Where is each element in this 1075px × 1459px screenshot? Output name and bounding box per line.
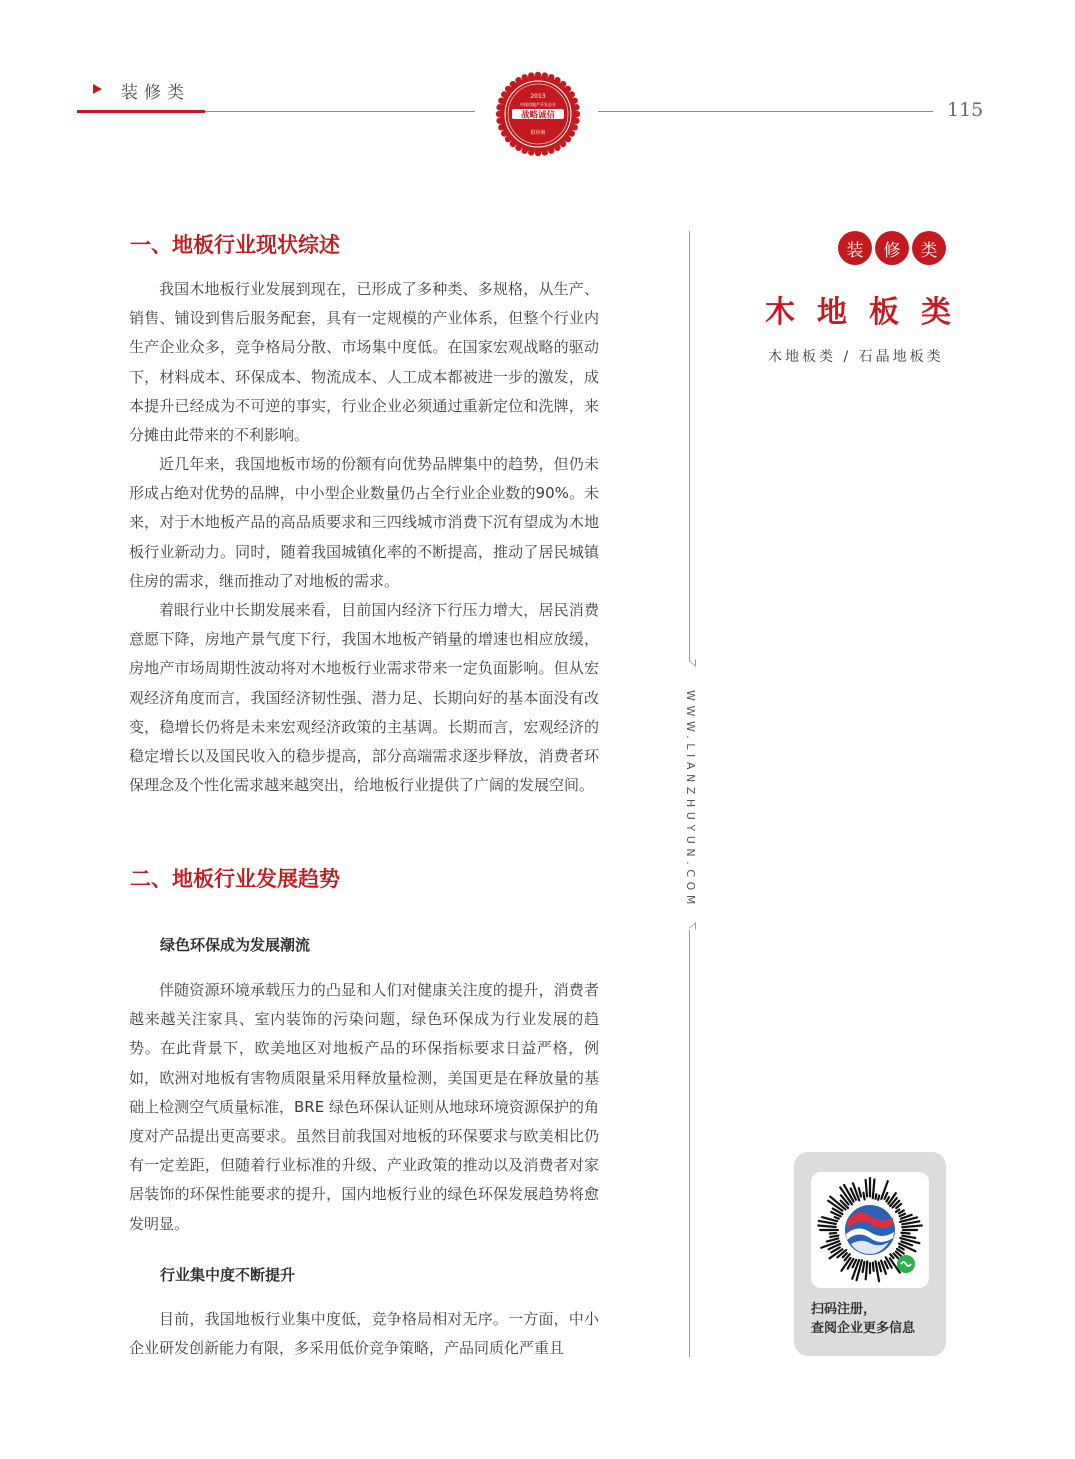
seal-year: 2013 [530,93,546,100]
body-paragraph: 目前，我国地板行业集中度低，竞争格局相对无序。一方面，中小企业研发创新能力有限，多采用低价竞争策略，产品同质化严重且 [129,1310,599,1358]
section-title: 一、地板行业现状综述 [130,233,340,257]
mini-program-code-icon [811,1172,929,1288]
play-triangle-icon [93,84,102,94]
subsection-title: 行业集中度不断提升 [160,1266,296,1284]
column-divider-bottom [689,930,690,1357]
category-badge-char: 修 [875,231,909,265]
subsection-title: 绿色环保成为发展潮流 [160,936,311,954]
subcategory-list: 木地板类 / 石晶地板类 [768,349,944,365]
seal-badge-icon [494,70,582,158]
header-accent-line [77,110,205,113]
divider-notch [689,922,696,935]
page-number: 115 [947,99,984,121]
divider-notch [689,654,696,667]
category-badge-char: 装 [838,231,872,265]
category-badge-char: 类 [912,231,946,265]
section-title: 二、地板行业发展趋势 [130,867,340,891]
qr-code-card[interactable] [811,1172,929,1288]
body-paragraph: 近几年来，我国地板市场的份额有向优势品牌集中的趋势，但仍未形成占绝对优势的品牌，中小型企业数量仍占全行业企业数的90%。未来，对于木地板产品的高品质要求和三四线城市消费下沉有望成为木地板行业新动力。同时，随着我国城镇化率的不断提高，推动了居民城镇住房的需求，继而推动了对地板的需求。 [129,455,599,590]
category-title: 木地板类 [765,295,973,330]
qr-caption-line: 查阅企业更多信息 [811,1321,916,1336]
header-divider-left [205,111,475,112]
seal-sub: 供应商 [530,130,546,136]
header-divider-right [598,111,933,112]
website-vertical: WWW.LIANZHUYUN.COM [684,690,697,909]
seal-main: 战略诚信 [520,110,556,121]
body-paragraph: 我国木地板行业发展到现在，已形成了多种类、多规格，从生产、销售、铺设到售后服务配套，具有一定规模的产业体系，但整个行业内生产企业众多，竞争格局分散、市场集中度低。在国家宏观战略的驱动下，材料成本、环保成本、物流成本、人工成本都被进一步的激发，成本提升已经成为不可逆的事实，行业企业必须通过重新定位和洗牌，来分摊由此带来的不利影响。 [129,280,599,445]
qr-caption [811,1300,915,1338]
column-divider-top [689,231,690,661]
seal-line1: 中国房地产开发企业 [520,102,556,107]
qr-caption-line: 扫码注册， [811,1302,877,1317]
qr-panel [794,1152,946,1356]
header-section-label: 装修类 [121,83,190,103]
body-paragraph: 着眼行业中长期发展来看，目前国内经济下行压力增大，居民消费意愿下降，房地产景气度下行，我国木地板产销量的增速也相应放缓，房地产市场周期性波动将对木地板行业需求带来一定负面影响。但从宏观经济角度而言，我国经济韧性强、潜力足、长期向好的基本面没有改变，稳增长仍将是未来宏观经济政策的主基调。长期而言，宏观经济的稳定增长以及国民收入的稳步提高，部分高端需求逐步释放，消费者环保理念及个性化需求越来越突出，给地板行业提供了广阔的发展空间。 [129,601,599,795]
category-badges [838,231,949,265]
body-paragraph: 伴随资源环境承载压力的凸显和人们对健康关注度的提升，消费者越来越关注家具、室内装饰的污染问题，绿色环保成为行业发展的趋势。在此背景下，欧美地区对地板产品的环保指标要求日益严格，例如，欧洲对地板有害物质限量采用释放量检测，美国更是在释放量的基础上检测空气质量标准，BRE 绿色环保认证则从地球环境资源保护的角度对产品提出更高要求。虽然目前我国对地板的环保要求与欧美相比仍有一定差距，但随着行业标准的升级、产业政策的推动以及消费者对家居装饰的环保性能要求的提升，国内地板行业的绿色环保发展趋势将愈发明显。 [129,981,599,1233]
